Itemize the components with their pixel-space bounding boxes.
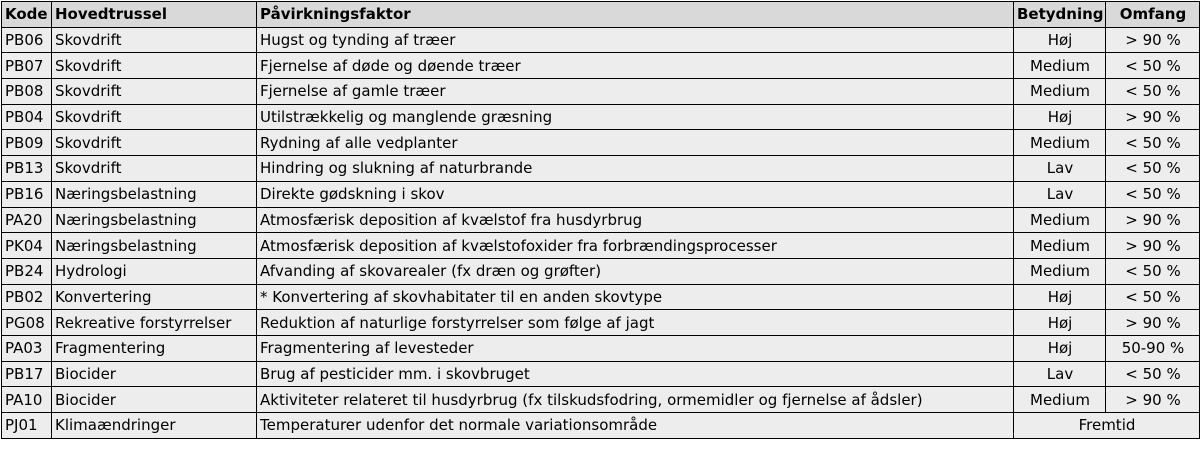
cell-code: PB13 bbox=[2, 156, 52, 182]
cell-extent: < 50 % bbox=[1106, 156, 1200, 182]
cell-factor: Hindring og slukning af naturbrande bbox=[257, 156, 1014, 182]
cell-significance: Lav bbox=[1014, 181, 1106, 207]
cell-factor: * Konvertering af skovhabitater til en anden skovtype bbox=[257, 284, 1014, 310]
cell-threat: Næringsbelastning bbox=[52, 181, 257, 207]
cell-factor: Utilstrækkelig og manglende græsning bbox=[257, 104, 1014, 130]
cell-significance: Medium bbox=[1014, 130, 1106, 156]
header-significance: Betydning bbox=[1014, 2, 1106, 28]
header-extent: Omfang bbox=[1106, 2, 1200, 28]
cell-threat: Rekreative forstyrrelser bbox=[52, 310, 257, 336]
header-row bbox=[2, 2, 1200, 28]
cell-significance: Medium bbox=[1014, 233, 1106, 259]
cell-threat: Biocider bbox=[52, 387, 257, 413]
cell-extent: < 50 % bbox=[1106, 79, 1200, 105]
cell-threat: Skovdrift bbox=[52, 130, 257, 156]
table-row bbox=[2, 181, 1200, 207]
cell-extent: > 90 % bbox=[1106, 207, 1200, 233]
cell-threat: Skovdrift bbox=[52, 79, 257, 105]
cell-code: PB09 bbox=[2, 130, 52, 156]
cell-extent: < 50 % bbox=[1106, 53, 1200, 79]
table-row bbox=[2, 361, 1200, 387]
cell-extent: > 90 % bbox=[1106, 27, 1200, 53]
cell-threat: Næringsbelastning bbox=[52, 207, 257, 233]
cell-extent: > 90 % bbox=[1106, 233, 1200, 259]
cell-code: PB07 bbox=[2, 53, 52, 79]
cell-code: PJ01 bbox=[2, 413, 52, 439]
cell-threat: Næringsbelastning bbox=[52, 233, 257, 259]
cell-factor: Brug af pesticider mm. i skovbruget bbox=[257, 361, 1014, 387]
table-row bbox=[2, 233, 1200, 259]
cell-extent: > 90 % bbox=[1106, 310, 1200, 336]
cell-threat: Skovdrift bbox=[52, 53, 257, 79]
table-row bbox=[2, 207, 1200, 233]
table-row bbox=[2, 258, 1200, 284]
table-row bbox=[2, 53, 1200, 79]
cell-code: PA03 bbox=[2, 335, 52, 361]
cell-code: PB06 bbox=[2, 27, 52, 53]
cell-threat: Biocider bbox=[52, 361, 257, 387]
cell-threat: Skovdrift bbox=[52, 156, 257, 182]
table-row bbox=[2, 335, 1200, 361]
cell-code: PB17 bbox=[2, 361, 52, 387]
table-body bbox=[2, 27, 1200, 438]
cell-factor: Fjernelse af gamle træer bbox=[257, 79, 1014, 105]
cell-extent: > 90 % bbox=[1106, 387, 1200, 413]
cell-extent: > 90 % bbox=[1106, 104, 1200, 130]
cell-code: PA20 bbox=[2, 207, 52, 233]
threat-table bbox=[1, 1, 1200, 439]
table-row bbox=[2, 27, 1200, 53]
cell-code: PB04 bbox=[2, 104, 52, 130]
table-row bbox=[2, 104, 1200, 130]
cell-factor: Reduktion af naturlige forstyrrelser som følge af jagt bbox=[257, 310, 1014, 336]
cell-threat: Fragmentering bbox=[52, 335, 257, 361]
cell-extent: 50-90 % bbox=[1106, 335, 1200, 361]
cell-code: PB02 bbox=[2, 284, 52, 310]
cell-significance: Medium bbox=[1014, 79, 1106, 105]
cell-factor: Atmosfærisk deposition af kvælstofoxider fra forbrændingsprocesser bbox=[257, 233, 1014, 259]
cell-extent: < 50 % bbox=[1106, 181, 1200, 207]
table-row bbox=[2, 413, 1200, 439]
cell-threat: Skovdrift bbox=[52, 104, 257, 130]
cell-factor: Atmosfærisk deposition af kvælstof fra husdyrbrug bbox=[257, 207, 1014, 233]
cell-factor: Fjernelse af døde og døende træer bbox=[257, 53, 1014, 79]
cell-extent: < 50 % bbox=[1106, 130, 1200, 156]
cell-threat: Hydrologi bbox=[52, 258, 257, 284]
cell-code: PK04 bbox=[2, 233, 52, 259]
cell-code: PA10 bbox=[2, 387, 52, 413]
cell-extent: < 50 % bbox=[1106, 361, 1200, 387]
cell-timeframe: Fremtid bbox=[1014, 413, 1200, 439]
cell-factor: Hugst og tynding af træer bbox=[257, 27, 1014, 53]
table-row bbox=[2, 284, 1200, 310]
cell-significance: Medium bbox=[1014, 258, 1106, 284]
cell-significance: Medium bbox=[1014, 387, 1106, 413]
table-row bbox=[2, 156, 1200, 182]
cell-significance: Medium bbox=[1014, 53, 1106, 79]
cell-factor: Afvanding af skovarealer (fx dræn og grøfter) bbox=[257, 258, 1014, 284]
table-row bbox=[2, 387, 1200, 413]
header-threat: Hovedtrussel bbox=[52, 2, 257, 28]
cell-threat: Skovdrift bbox=[52, 27, 257, 53]
cell-factor: Fragmentering af levesteder bbox=[257, 335, 1014, 361]
table-row bbox=[2, 130, 1200, 156]
cell-significance: Lav bbox=[1014, 156, 1106, 182]
table-row bbox=[2, 310, 1200, 336]
cell-code: PB16 bbox=[2, 181, 52, 207]
table-row bbox=[2, 79, 1200, 105]
cell-significance: Høj bbox=[1014, 284, 1106, 310]
cell-factor: Direkte gødskning i skov bbox=[257, 181, 1014, 207]
cell-significance: Høj bbox=[1014, 27, 1106, 53]
header-code: Kode bbox=[2, 2, 52, 28]
cell-extent: < 50 % bbox=[1106, 284, 1200, 310]
cell-factor: Aktiviteter relateret til husdyrbrug (fx tilskudsfodring, ormemidler og fjernelse af ådsler) bbox=[257, 387, 1014, 413]
header-factor: Påvirkningsfaktor bbox=[257, 2, 1014, 28]
cell-code: PB08 bbox=[2, 79, 52, 105]
cell-significance: Høj bbox=[1014, 335, 1106, 361]
cell-code: PB24 bbox=[2, 258, 52, 284]
cell-significance: Medium bbox=[1014, 207, 1106, 233]
cell-code: PG08 bbox=[2, 310, 52, 336]
cell-significance: Høj bbox=[1014, 104, 1106, 130]
cell-factor: Rydning af alle vedplanter bbox=[257, 130, 1014, 156]
cell-significance: Lav bbox=[1014, 361, 1106, 387]
cell-significance: Høj bbox=[1014, 310, 1106, 336]
cell-threat: Klimaændringer bbox=[52, 413, 257, 439]
cell-extent: < 50 % bbox=[1106, 258, 1200, 284]
cell-threat: Konvertering bbox=[52, 284, 257, 310]
cell-factor: Temperaturer udenfor det normale variationsområde bbox=[257, 413, 1014, 439]
